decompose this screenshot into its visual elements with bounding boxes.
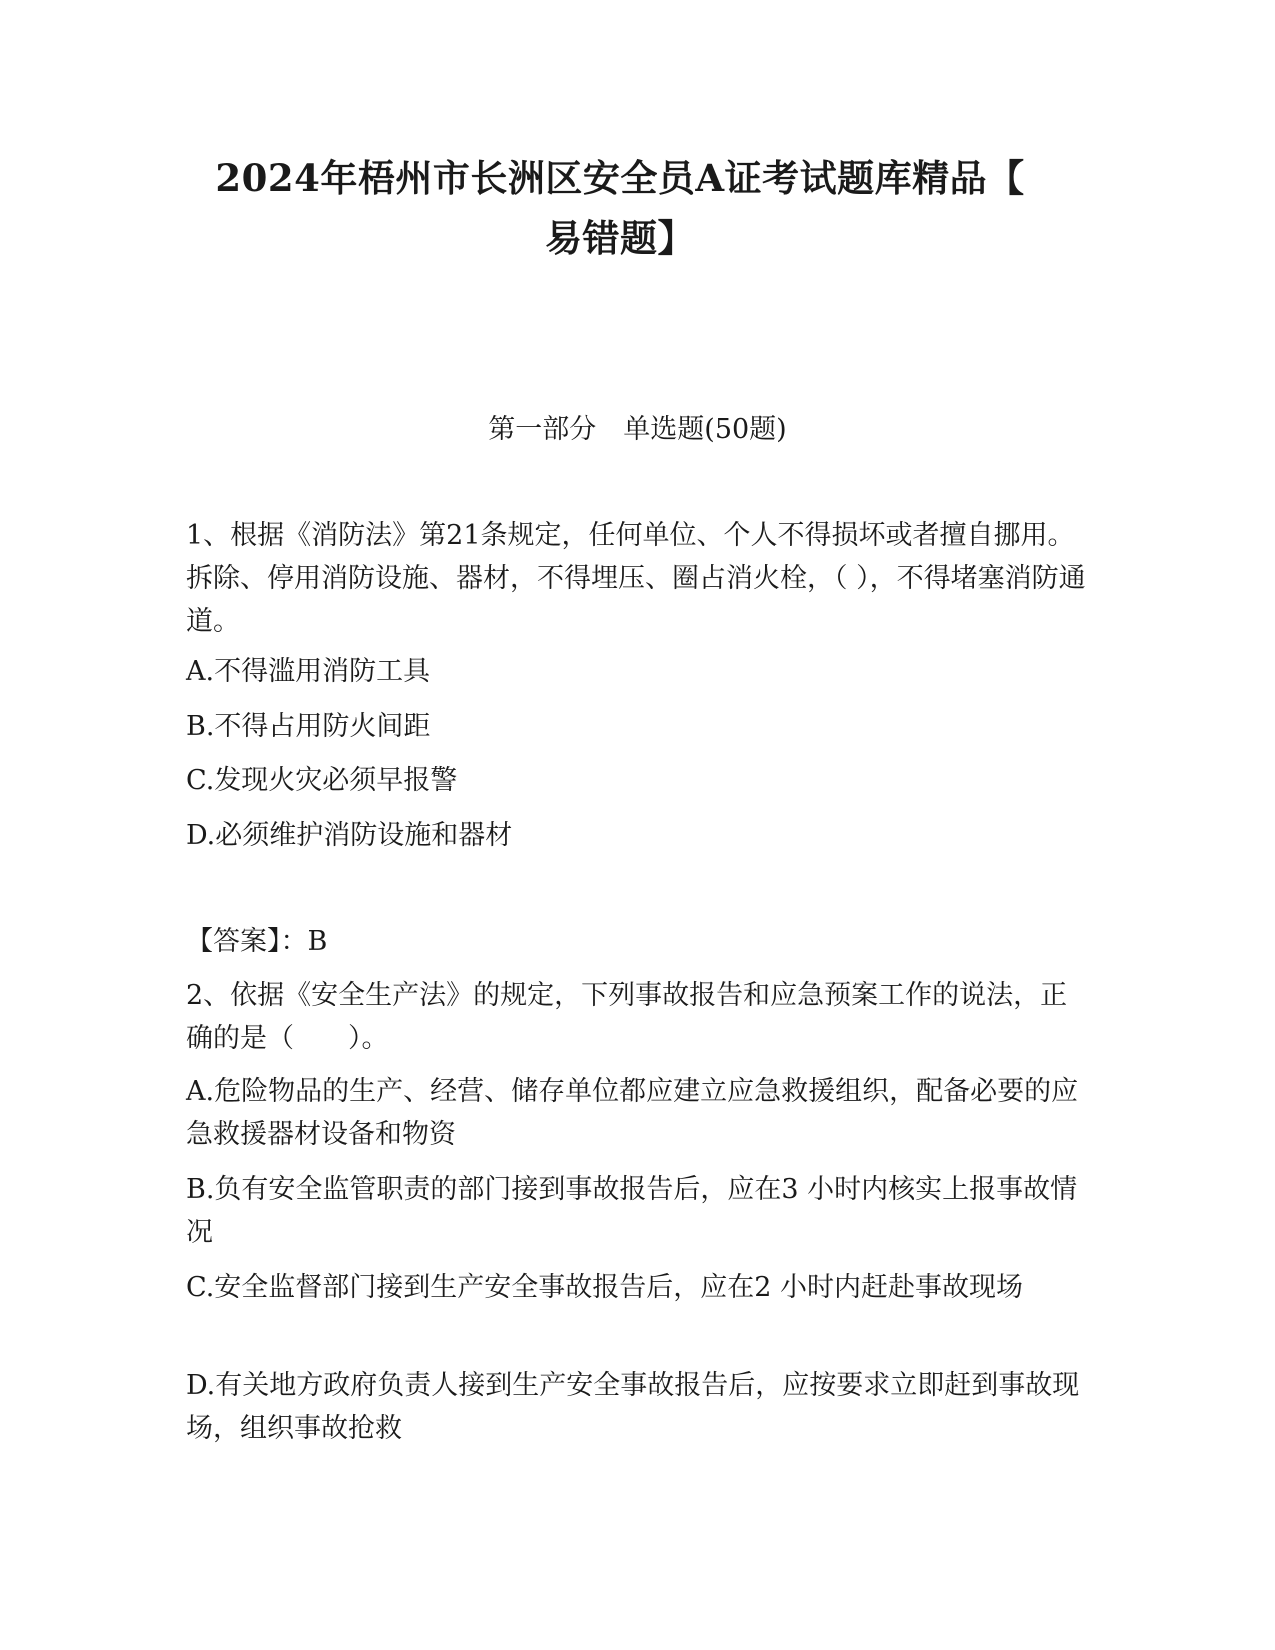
question-2-option-a: A.危险物品的生产、经营、储存单位都应建立应急救援组织，配备必要的应急救援器材设备和物资	[186, 1076, 1079, 1150]
question-1-answer: 【答案】：B	[186, 926, 328, 957]
title-line-2: 易错题】	[545, 216, 695, 260]
question-1-option-a: A.不得滥用消防工具	[186, 656, 431, 687]
question-2-option-b: B.负有安全监管职责的部门接到事故报告后，应在3 小时内核实上报事故情况	[186, 1174, 1078, 1248]
question-1-stem: 1、根据《消防法》第21条规定，任何单位、个人不得损坏或者擅自挪用。拆除、停用消防设施、器材，不得埋压、圈占消火栓，（ ），不得堵塞消防通道。	[186, 520, 1086, 637]
question-2-stem: 2、依据《安全生产法》的规定，下列事故报告和应急预案工作的说法，正确的是（ ）。	[186, 980, 1068, 1054]
question-1-option-c: C.发现火灾必须早报警	[186, 765, 458, 796]
question-1-option-b: B.不得占用防火间距	[186, 711, 431, 742]
question-1-option-d: D.必须维护消防设施和器材	[186, 820, 513, 851]
question-2-option-c: C.安全监督部门接到生产安全事故报告后，应在2 小时内赶赴事故现场	[186, 1272, 1024, 1303]
section-heading: 第一部分 单选题(50题)	[488, 414, 787, 445]
question-2-option-d: D.有关地方政府负责人接到生产安全事故报告后，应按要求立即赶到事故现场，组织事故抢救	[186, 1370, 1080, 1444]
document-title	[160, 148, 1080, 268]
title-line-1: 2024年梧州市长洲区安全员A证考试题库精品【	[215, 156, 1025, 200]
